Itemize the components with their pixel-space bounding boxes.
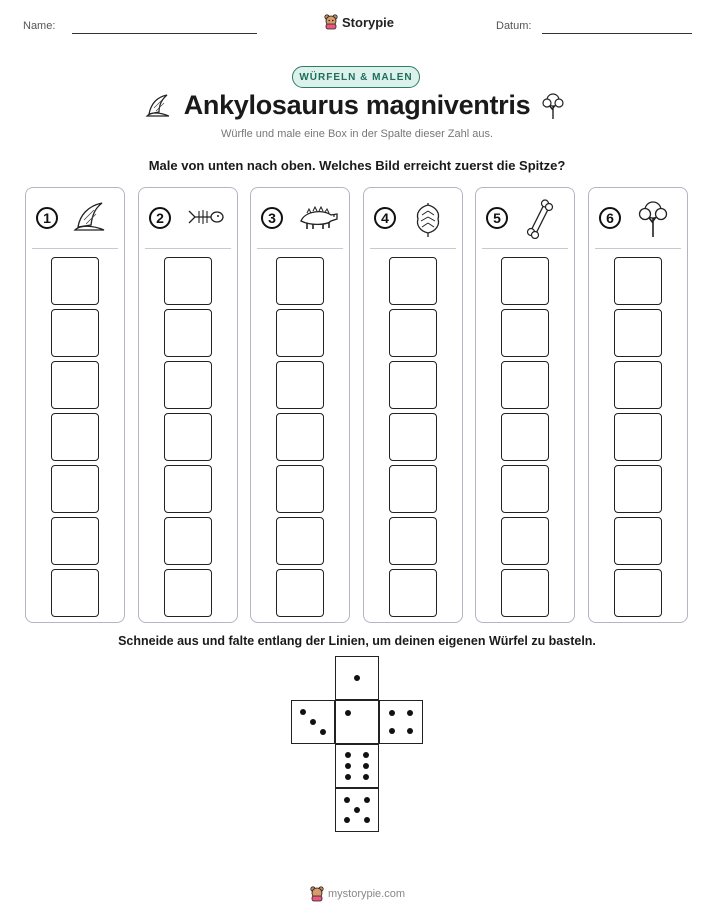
color-box[interactable] [614, 257, 662, 305]
claw-icon [72, 199, 108, 235]
pip [389, 710, 395, 716]
pip [363, 774, 369, 780]
column-number: 1 [36, 207, 58, 229]
column-divider [370, 248, 456, 249]
color-box[interactable] [51, 569, 99, 617]
pip [407, 710, 413, 716]
column-divider [32, 248, 118, 249]
tree-icon [540, 92, 566, 120]
column-number: 5 [486, 207, 508, 229]
pip [345, 752, 351, 758]
color-box[interactable] [51, 309, 99, 357]
color-box[interactable] [164, 517, 212, 565]
pip [300, 709, 306, 715]
color-box[interactable] [164, 569, 212, 617]
footer-url: mystorypie.com [328, 888, 406, 900]
dinosaur-icon [297, 199, 341, 235]
column-divider [257, 248, 343, 249]
footer [310, 886, 405, 902]
color-box[interactable] [501, 569, 549, 617]
instruction-text: Male von unten nach oben. Welches Bild erreicht zuerst die Spitze? [148, 158, 566, 173]
column-4 [363, 187, 463, 623]
color-box[interactable] [164, 257, 212, 305]
name-label: Name: [23, 20, 56, 32]
bear-icon [324, 14, 338, 30]
pip [320, 729, 326, 735]
column-number: 6 [599, 207, 621, 229]
color-box[interactable] [389, 569, 437, 617]
pip [345, 763, 351, 769]
column-3 [250, 187, 350, 623]
leaf-icon [410, 199, 446, 239]
pip [364, 797, 370, 803]
column-2 [138, 187, 238, 623]
die-face-3 [291, 700, 335, 744]
storypie-logo [324, 12, 394, 32]
color-box[interactable] [389, 361, 437, 409]
column-1 [25, 187, 125, 623]
pip [310, 719, 316, 725]
color-box[interactable] [501, 413, 549, 461]
color-box[interactable] [276, 361, 324, 409]
color-box[interactable] [164, 465, 212, 513]
color-box[interactable] [164, 309, 212, 357]
category-badge: WÜRFELN & MALEN [292, 66, 420, 88]
color-box[interactable] [614, 569, 662, 617]
die-face-1 [335, 656, 379, 700]
fish-bone-icon [185, 199, 225, 235]
tree-icon [635, 199, 671, 239]
color-box[interactable] [51, 465, 99, 513]
color-box[interactable] [501, 517, 549, 565]
logo-text: Storypie [342, 14, 395, 30]
color-box[interactable] [389, 517, 437, 565]
column-6 [588, 187, 688, 623]
die-face-5 [335, 788, 379, 832]
die-face-6 [335, 744, 379, 788]
color-box[interactable] [276, 257, 324, 305]
column-divider [595, 248, 681, 249]
column-number: 3 [261, 207, 283, 229]
color-box[interactable] [164, 413, 212, 461]
die-face-4 [379, 700, 423, 744]
color-box[interactable] [389, 465, 437, 513]
pip [407, 728, 413, 734]
pip [363, 763, 369, 769]
pip [345, 774, 351, 780]
column-number: 2 [149, 207, 171, 229]
color-box[interactable] [614, 361, 662, 409]
subtitle: Würfle und male eine Box in der Spalte dieser Zahl aus. [220, 128, 494, 140]
color-box[interactable] [389, 257, 437, 305]
pip [345, 710, 351, 716]
color-box[interactable] [614, 517, 662, 565]
bone-icon [522, 199, 558, 239]
color-box[interactable] [501, 309, 549, 357]
pip [354, 807, 360, 813]
date-line [542, 33, 692, 34]
color-box[interactable] [51, 257, 99, 305]
color-box[interactable] [51, 361, 99, 409]
pip [389, 728, 395, 734]
color-box[interactable] [276, 465, 324, 513]
name-line [72, 33, 257, 34]
color-box[interactable] [614, 309, 662, 357]
color-box[interactable] [389, 309, 437, 357]
color-box[interactable] [164, 361, 212, 409]
color-box[interactable] [614, 465, 662, 513]
bear-icon [310, 886, 324, 902]
pip [344, 817, 350, 823]
color-box[interactable] [276, 517, 324, 565]
color-box[interactable] [614, 413, 662, 461]
color-box[interactable] [276, 309, 324, 357]
color-box[interactable] [501, 361, 549, 409]
color-box[interactable] [276, 569, 324, 617]
column-number: 4 [374, 207, 396, 229]
color-box[interactable] [501, 465, 549, 513]
pip [354, 675, 360, 681]
pip [344, 797, 350, 803]
column-divider [145, 248, 231, 249]
column-divider [482, 248, 568, 249]
color-box[interactable] [501, 257, 549, 305]
page-title: Ankylosaurus magniventris [183, 90, 531, 120]
color-box[interactable] [51, 413, 99, 461]
cut-instruction: Schneide aus und falte entlang der Linien, um deinen eigenen Würfel zu basteln. [118, 634, 596, 648]
color-box[interactable] [51, 517, 99, 565]
die-face-1 [335, 700, 379, 744]
pip [363, 752, 369, 758]
column-5 [475, 187, 575, 623]
color-box[interactable] [276, 413, 324, 461]
color-box[interactable] [389, 413, 437, 461]
date-label: Datum: [496, 20, 532, 32]
pip [364, 817, 370, 823]
